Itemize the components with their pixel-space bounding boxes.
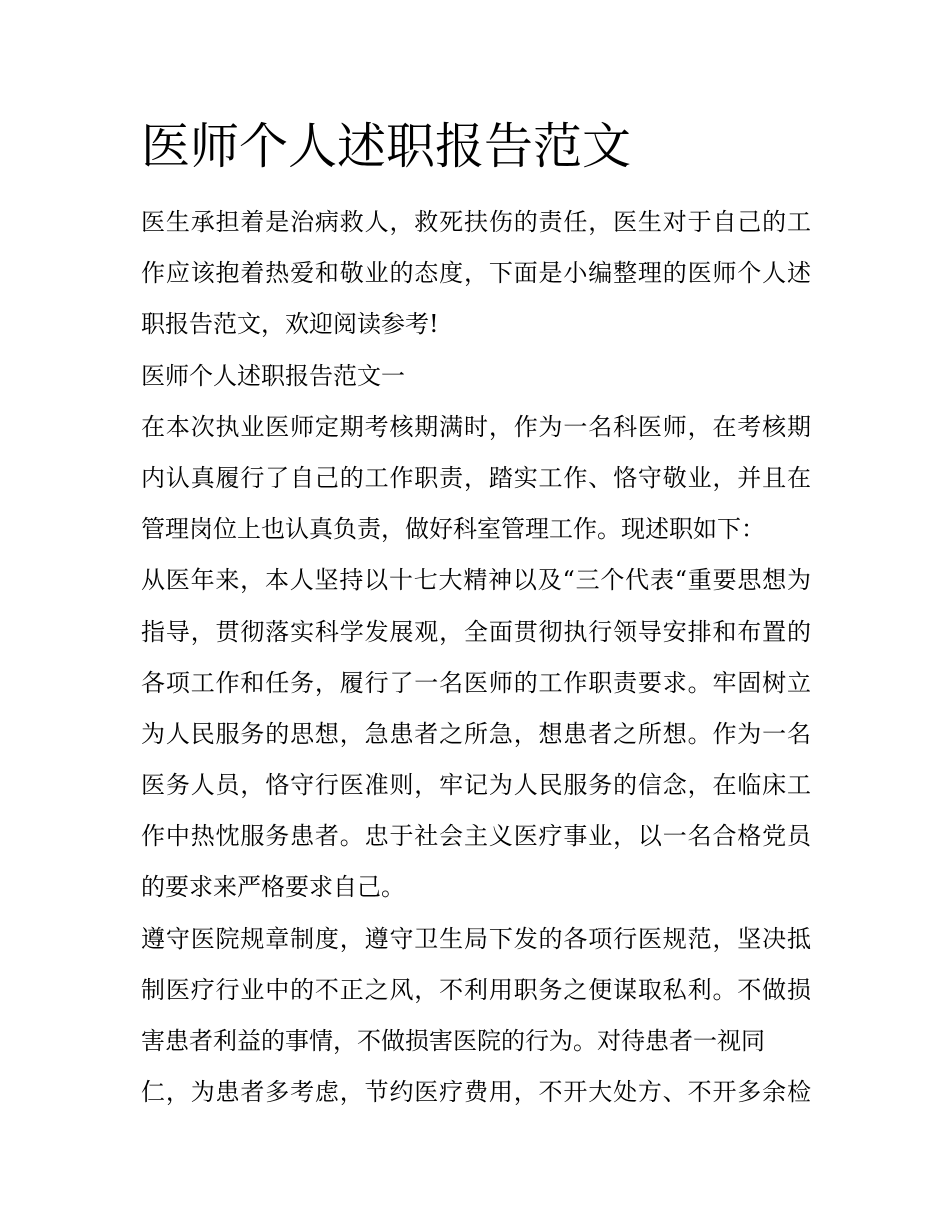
- body-line: 在本次执业医师定期考核期满时，作为一名科医师，在考核期: [141, 412, 811, 441]
- body-line: 作中热忱服务患者。忠于社会主义医疗事业，以一名合格党员: [141, 822, 811, 851]
- body-line: 制医疗行业中的不正之风，不利用职务之便谋取私利。不做损: [141, 975, 811, 1004]
- section-heading: 医师个人述职报告范文一: [141, 361, 405, 390]
- body-line: 医务人员，恪守行医准则，牢记为人民服务的信念，在临床工: [141, 771, 811, 800]
- body-line: 的要求来严格要求自己。: [141, 873, 405, 902]
- body-line: 内认真履行了自己的工作职责，踏实工作、恪守敬业，并且在: [141, 463, 811, 492]
- body-line: 仁，为患者多考虑，节约医疗费用，不开大处方、不开多余检: [141, 1078, 811, 1107]
- document-title: 医师个人述职报告范文: [141, 118, 632, 175]
- body-line: 各项工作和任务，履行了一名医师的工作职责要求。牢固树立: [141, 668, 811, 697]
- body-line: 从医年来，本人坚持以十七大精神以及“三个代表“重要思想为: [141, 566, 811, 595]
- body-line: 医生承担着是治病救人，救死扶伤的责任，医生对于自己的工: [141, 208, 811, 236]
- body-line: 作应该抱着热爱和敬业的态度，下面是小编整理的医师个人述: [141, 259, 811, 288]
- body-line: 害患者利益的事情，不做损害医院的行为。对待患者一视同: [141, 1027, 765, 1055]
- body-line: 管理岗位上也认真负责，做好科室管理工作。现述职如下：: [141, 515, 765, 544]
- document-body: [141, 197, 811, 1118]
- body-line: 指导，贯彻落实科学发展观，全面贯彻执行领导安排和布置的: [141, 617, 811, 646]
- body-line: 遵守医院规章制度，遵守卫生局下发的各项行医规范，坚决抵: [141, 924, 811, 953]
- body-line: 为人民服务的思想，急患者之所急，想患者之所想。作为一名: [141, 719, 811, 748]
- body-line: 职报告范文，欢迎阅读参考!: [141, 310, 439, 339]
